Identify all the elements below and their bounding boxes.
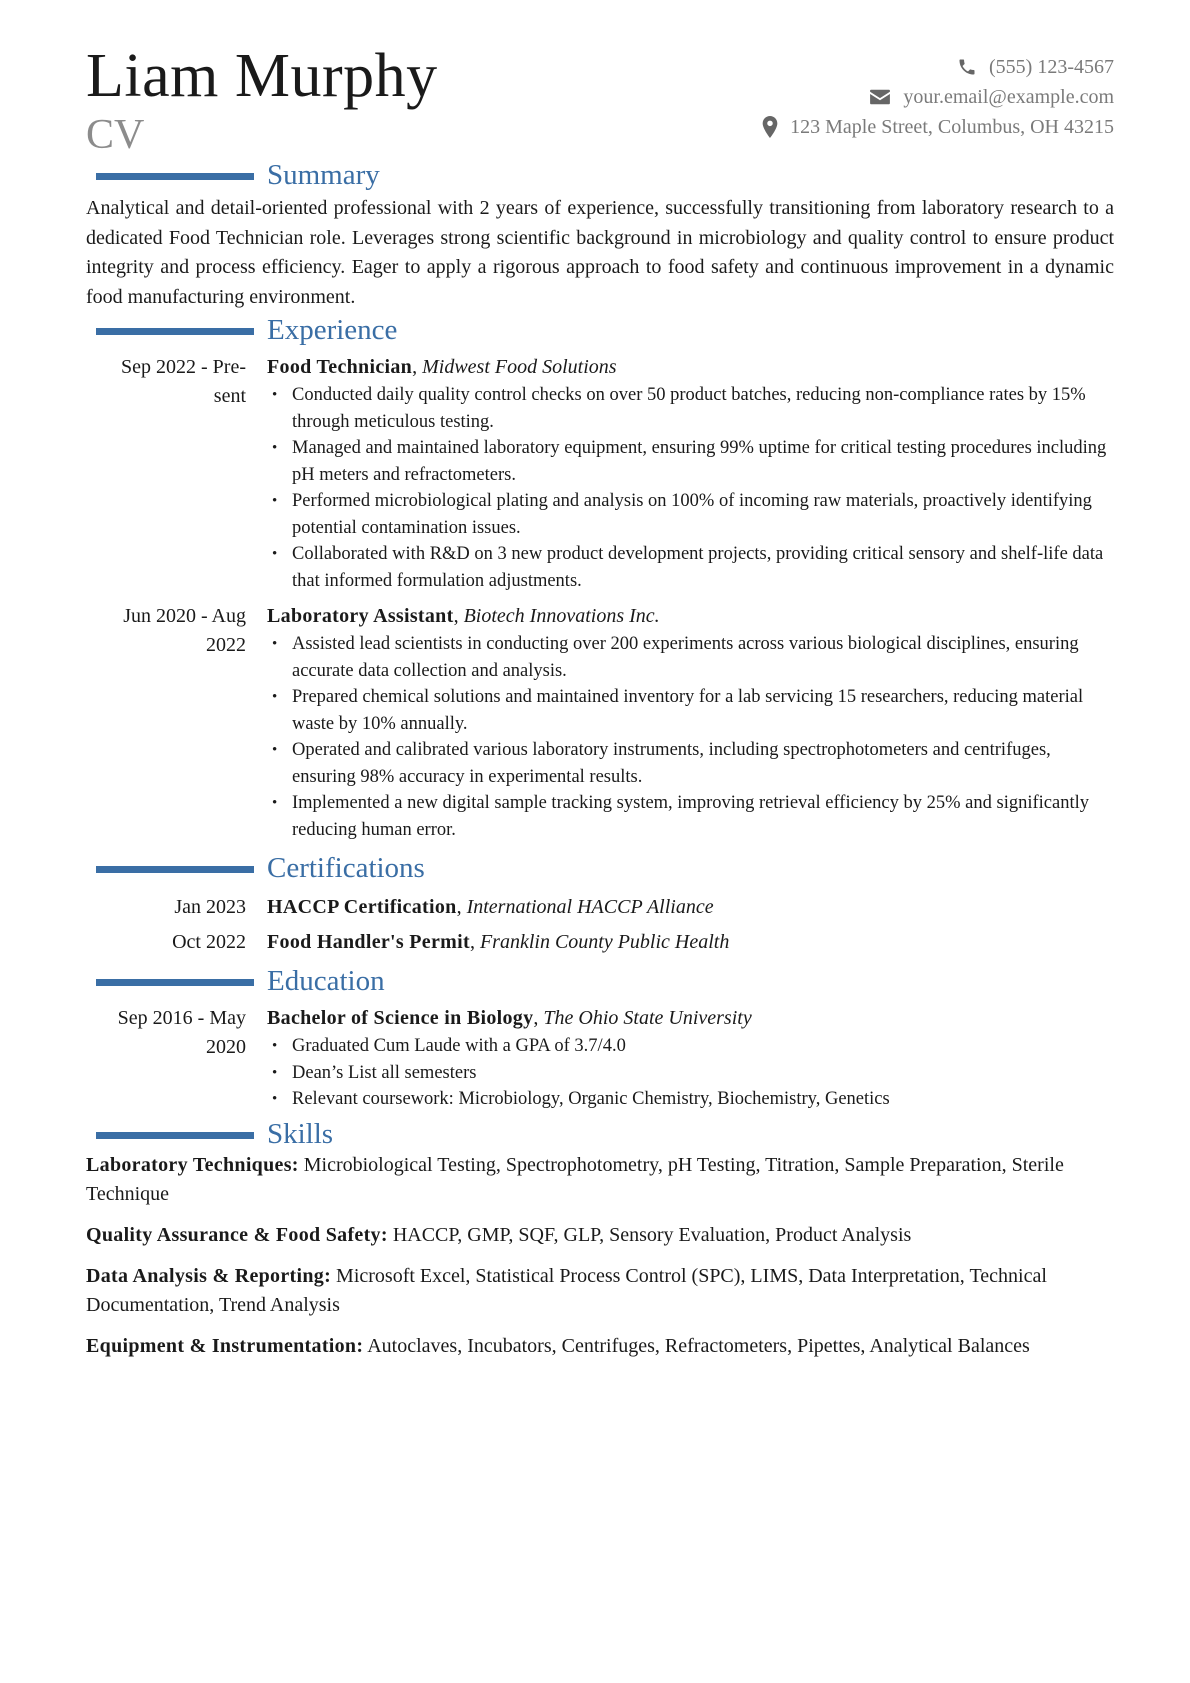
list-item: • Operated and calibrated various laboratory instruments, including spectrophotometers and centrifuges, ensuring 98% accuracy in experimental results.	[292, 737, 1114, 790]
skill-label: Laboratory Techniques:	[86, 1153, 299, 1176]
person-name: Liam Murphy	[86, 42, 438, 110]
section-rule	[96, 979, 254, 986]
certifications-section-header	[86, 851, 1114, 885]
list-item: • Dean’s List all semesters	[292, 1060, 1114, 1087]
date-line: Sep 2016 - May	[117, 1007, 246, 1029]
section-title-experience: Experience	[267, 314, 398, 346]
entry-heading: Bachelor of Science in Biology, The Ohio State University	[267, 1007, 752, 1029]
envelope-icon	[869, 88, 891, 106]
degree: Bachelor of Science in Biology	[267, 1007, 534, 1029]
employer: Biotech Innovations Inc.	[463, 605, 660, 627]
document-subtitle: CV	[86, 112, 145, 158]
experience-section-header	[86, 313, 1114, 347]
skill-value: Autoclaves, Incubators, Centrifuges, Refractometers, Pipettes, Analytical Balances	[367, 1334, 1030, 1357]
education-entry	[86, 1004, 1114, 1113]
phone-text: (555) 123-4567	[989, 56, 1114, 78]
entry-heading: Food Technician, Midwest Food Solutions	[267, 356, 617, 378]
entry-body: Food Handler's Permit, Franklin County Public Health	[267, 931, 730, 953]
skill-group	[86, 1151, 1114, 1209]
skills-section-header	[86, 1117, 1114, 1151]
bullet-list	[267, 631, 1114, 843]
entry-date	[86, 353, 267, 594]
list-item: • Prepared chemical solutions and maintained inventory for a lab servicing 15 researchers, reducing material waste by 10% annually.	[292, 684, 1114, 737]
section-title-skills: Skills	[267, 1117, 334, 1150]
cv-page	[86, 40, 1114, 1373]
section-title-education: Education	[267, 965, 385, 997]
skill-group	[86, 1332, 1114, 1361]
list-item: • Implemented a new digital sample tracking system, improving retrieval efficiency by 25% and significantly reducing human error.	[292, 790, 1114, 843]
experience-entry	[86, 353, 1114, 594]
map-pin-icon	[762, 116, 778, 138]
section-title-certifications: Certifications	[267, 852, 425, 884]
skill-value: Microsoft Excel, Statistical Process Control (SPC), LIMS, Data Interpretation, Technical Documentation, Trend Analysis	[86, 1264, 1047, 1316]
experience-entry	[86, 602, 1114, 843]
date-line: Jun 2020 - Aug	[123, 605, 246, 627]
certification-entry	[86, 893, 1114, 923]
bullet-list	[267, 382, 1114, 594]
section-rule	[96, 866, 254, 873]
list-item: • Managed and maintained laboratory equipment, ensuring 99% uptime for critical testing procedures including pH meters and refractometers.	[292, 435, 1114, 488]
section-rule	[96, 173, 254, 180]
skill-value: HACCP, GMP, SQF, GLP, Sensory Evaluation, Product Analysis	[392, 1223, 912, 1246]
address-text: 123 Maple Street, Columbus, OH 43215	[790, 116, 1114, 138]
entry-date: Oct 2022	[172, 931, 246, 953]
bullet-list	[267, 1033, 1114, 1113]
contact-phone	[762, 52, 1114, 82]
entry-date	[86, 1004, 267, 1113]
date-line: Sep 2022 - Pre-	[121, 356, 246, 378]
header	[86, 40, 1114, 158]
certification-name: Food Handler's Permit	[267, 931, 470, 953]
entry-body	[267, 602, 1114, 843]
certification-name: HACCP Certification	[267, 896, 457, 918]
section-rule	[96, 328, 254, 335]
entry-body	[267, 353, 1114, 594]
issuer: Franklin County Public Health	[479, 931, 730, 953]
skill-value: Microbiological Testing, Spectrophotometry, pH Testing, Titration, Sample Preparation, Sterile Technique	[86, 1153, 1064, 1205]
skill-label: Quality Assurance & Food Safety:	[86, 1223, 388, 1246]
certification-entry	[86, 928, 1114, 958]
list-item: • Assisted lead scientists in conducting over 200 experiments across various biological disciplines, ensuring accurate data collection and analysis.	[292, 631, 1114, 684]
skills-list	[86, 1151, 1114, 1361]
email-link[interactable]: your.email@example.com	[903, 86, 1114, 108]
job-title: Food Technician	[267, 356, 413, 378]
list-item: • Graduated Cum Laude with a GPA of 3.7/4.0	[292, 1033, 1114, 1060]
date-line: 2020	[206, 1036, 246, 1058]
section-rule	[96, 1132, 254, 1139]
list-item: • Performed microbiological plating and analysis on 100% of incoming raw materials, proactively identifying potential contamination issues.	[292, 488, 1114, 541]
entry-heading: Laboratory Assistant, Biotech Innovations Inc.	[267, 605, 660, 627]
phone-icon	[957, 57, 977, 77]
entry-body: HACCP Certification, International HACCP Alliance	[267, 896, 714, 918]
skill-group	[86, 1221, 1114, 1250]
issuer: International HACCP Alliance	[466, 896, 714, 918]
skill-group	[86, 1262, 1114, 1320]
skill-label: Data Analysis & Reporting:	[86, 1264, 332, 1287]
entry-date: Jan 2023	[174, 896, 246, 918]
institution: The Ohio State University	[543, 1007, 752, 1029]
summary-text: Analytical and detail-oriented professional with 2 years of experience, successfully transitioning from laboratory research to a dedicated Food Technician role. Leverages strong scientific background in microbiology and quality control to ensure product integrity and process efficiency. Eager to apply a rigorous approach to food safety and continuous improvement in a dynamic food manufacturing environment.	[86, 197, 1114, 308]
date-line: 2022	[206, 634, 246, 656]
entry-date	[86, 602, 267, 843]
entry-body	[267, 1004, 1114, 1113]
date-line: sent	[213, 385, 246, 407]
list-item: • Collaborated with R&D on 3 new product development projects, providing critical sensory and shelf-life data that informed formulation adjustments.	[292, 541, 1114, 594]
contact-info	[762, 52, 1114, 142]
summary-section-header	[86, 158, 1114, 192]
contact-address	[762, 112, 1114, 142]
contact-email	[762, 82, 1114, 112]
list-item: • Relevant coursework: Microbiology, Organic Chemistry, Biochemistry, Genetics	[292, 1086, 1114, 1113]
employer: Midwest Food Solutions	[422, 356, 617, 378]
education-section-header	[86, 964, 1114, 998]
skill-label: Equipment & Instrumentation:	[86, 1334, 364, 1357]
job-title: Laboratory Assistant	[267, 605, 454, 627]
section-title-summary: Summary	[267, 159, 380, 191]
list-item: • Conducted daily quality control checks on over 50 product batches, reducing non-compliance rates by 15% through meticulous testing.	[292, 382, 1114, 435]
